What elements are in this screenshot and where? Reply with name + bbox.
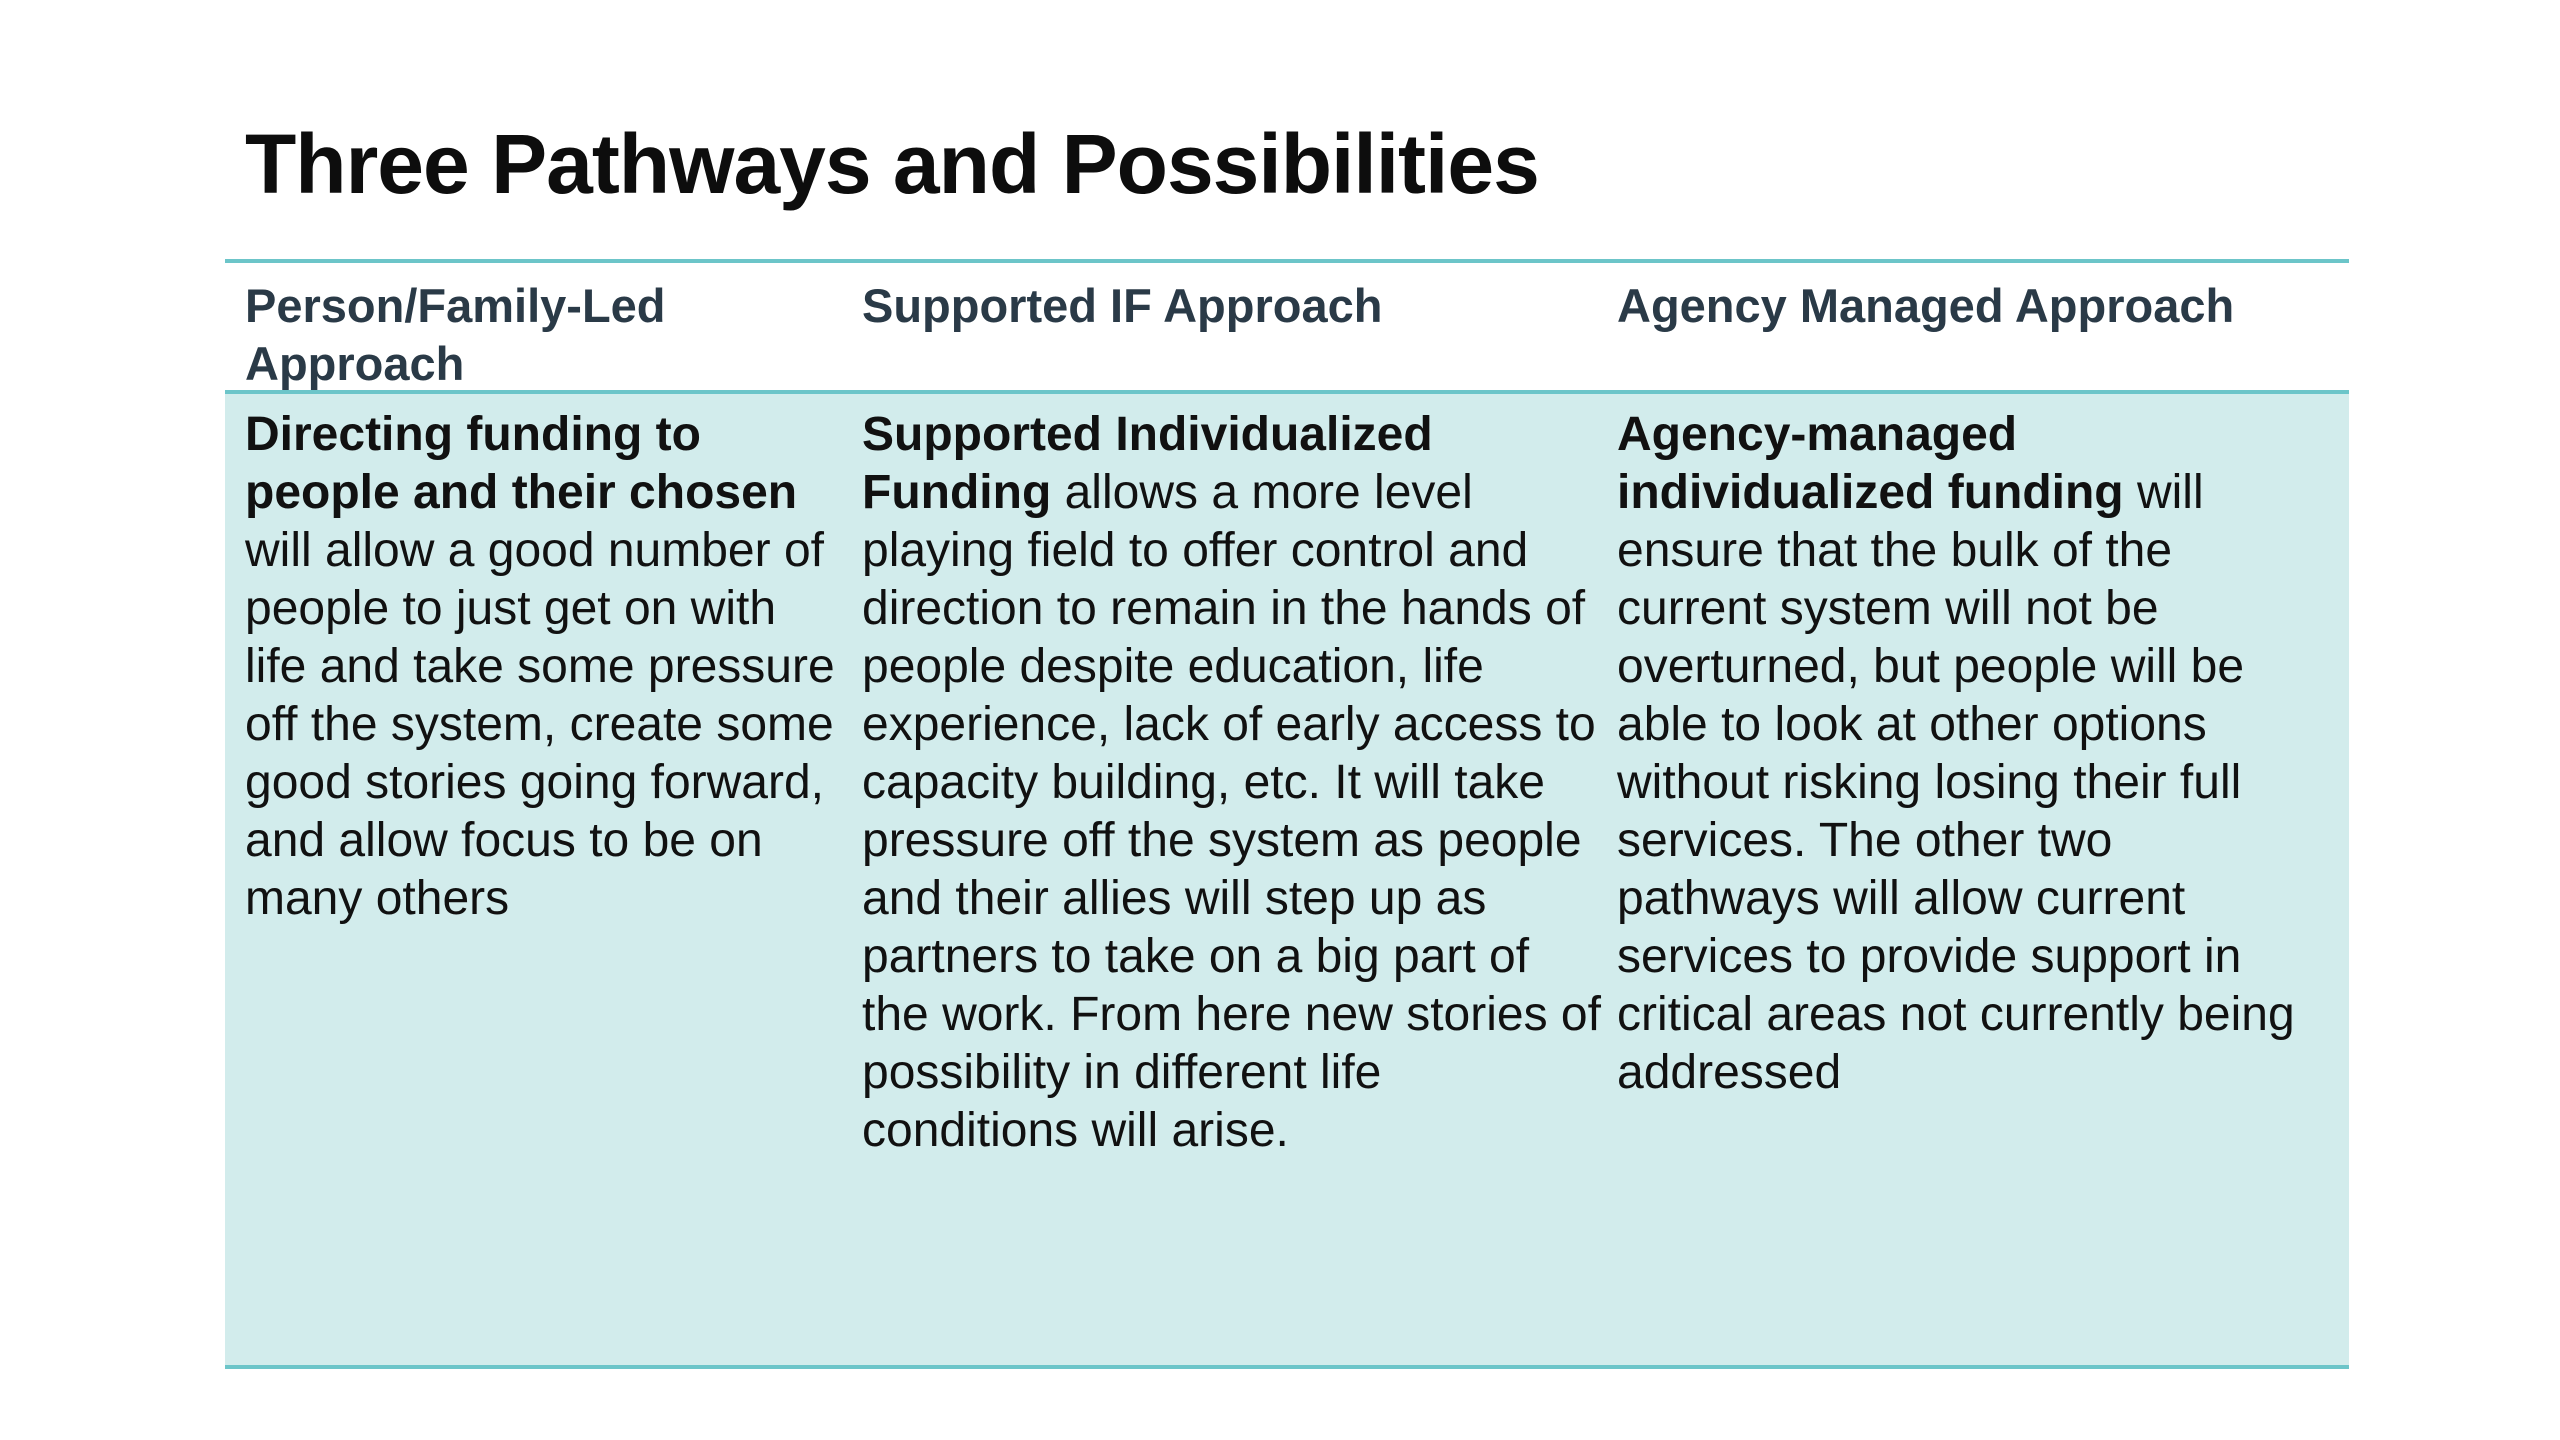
column-body-lead-in: Directing funding to people and their chosen bbox=[245, 408, 798, 519]
slide-title: Three Pathways and Possibilities bbox=[245, 117, 1539, 211]
table-body-row bbox=[225, 394, 2349, 1369]
column-body-text: allows a more level playing field to offer control and direction to remain in the hands of people despite education, life experience, lack of early access to capacity building, etc. It will take pressure off the system as people and their allies will step up as partners to take on a big part of the work. From here new stories of possibility in different life conditions will arise. bbox=[862, 466, 1601, 1157]
column-body-lead-in: Agency-managed individualized funding bbox=[1617, 408, 2124, 519]
column-header-agency-managed: Agency Managed Approach bbox=[1617, 279, 2235, 332]
column-body-supported-if bbox=[862, 406, 1602, 1160]
column-body-text: will allow a good number of people to just get on with life and take some pressure off the system, create some good stories going forward, and allow focus to be on many others bbox=[245, 524, 835, 925]
column-body-agency-managed bbox=[1617, 406, 2317, 1102]
pathways-table bbox=[225, 259, 2349, 1369]
column-body-person-family-led bbox=[245, 406, 835, 928]
column-header-person-family-led: Person/Family-Led Approach bbox=[245, 279, 666, 390]
table-header-row bbox=[225, 259, 2349, 394]
column-header-supported-if: Supported IF Approach bbox=[862, 279, 1383, 332]
column-body-text: will ensure that the bulk of the current system will not be overturned, but people will be able to look at other options without risking losing their full services. The other two pathways will allow current services to provide support in critical areas not currently being addressed bbox=[1617, 466, 2295, 1099]
column-body-lead-in: Supported Individualized Funding bbox=[862, 408, 1433, 519]
